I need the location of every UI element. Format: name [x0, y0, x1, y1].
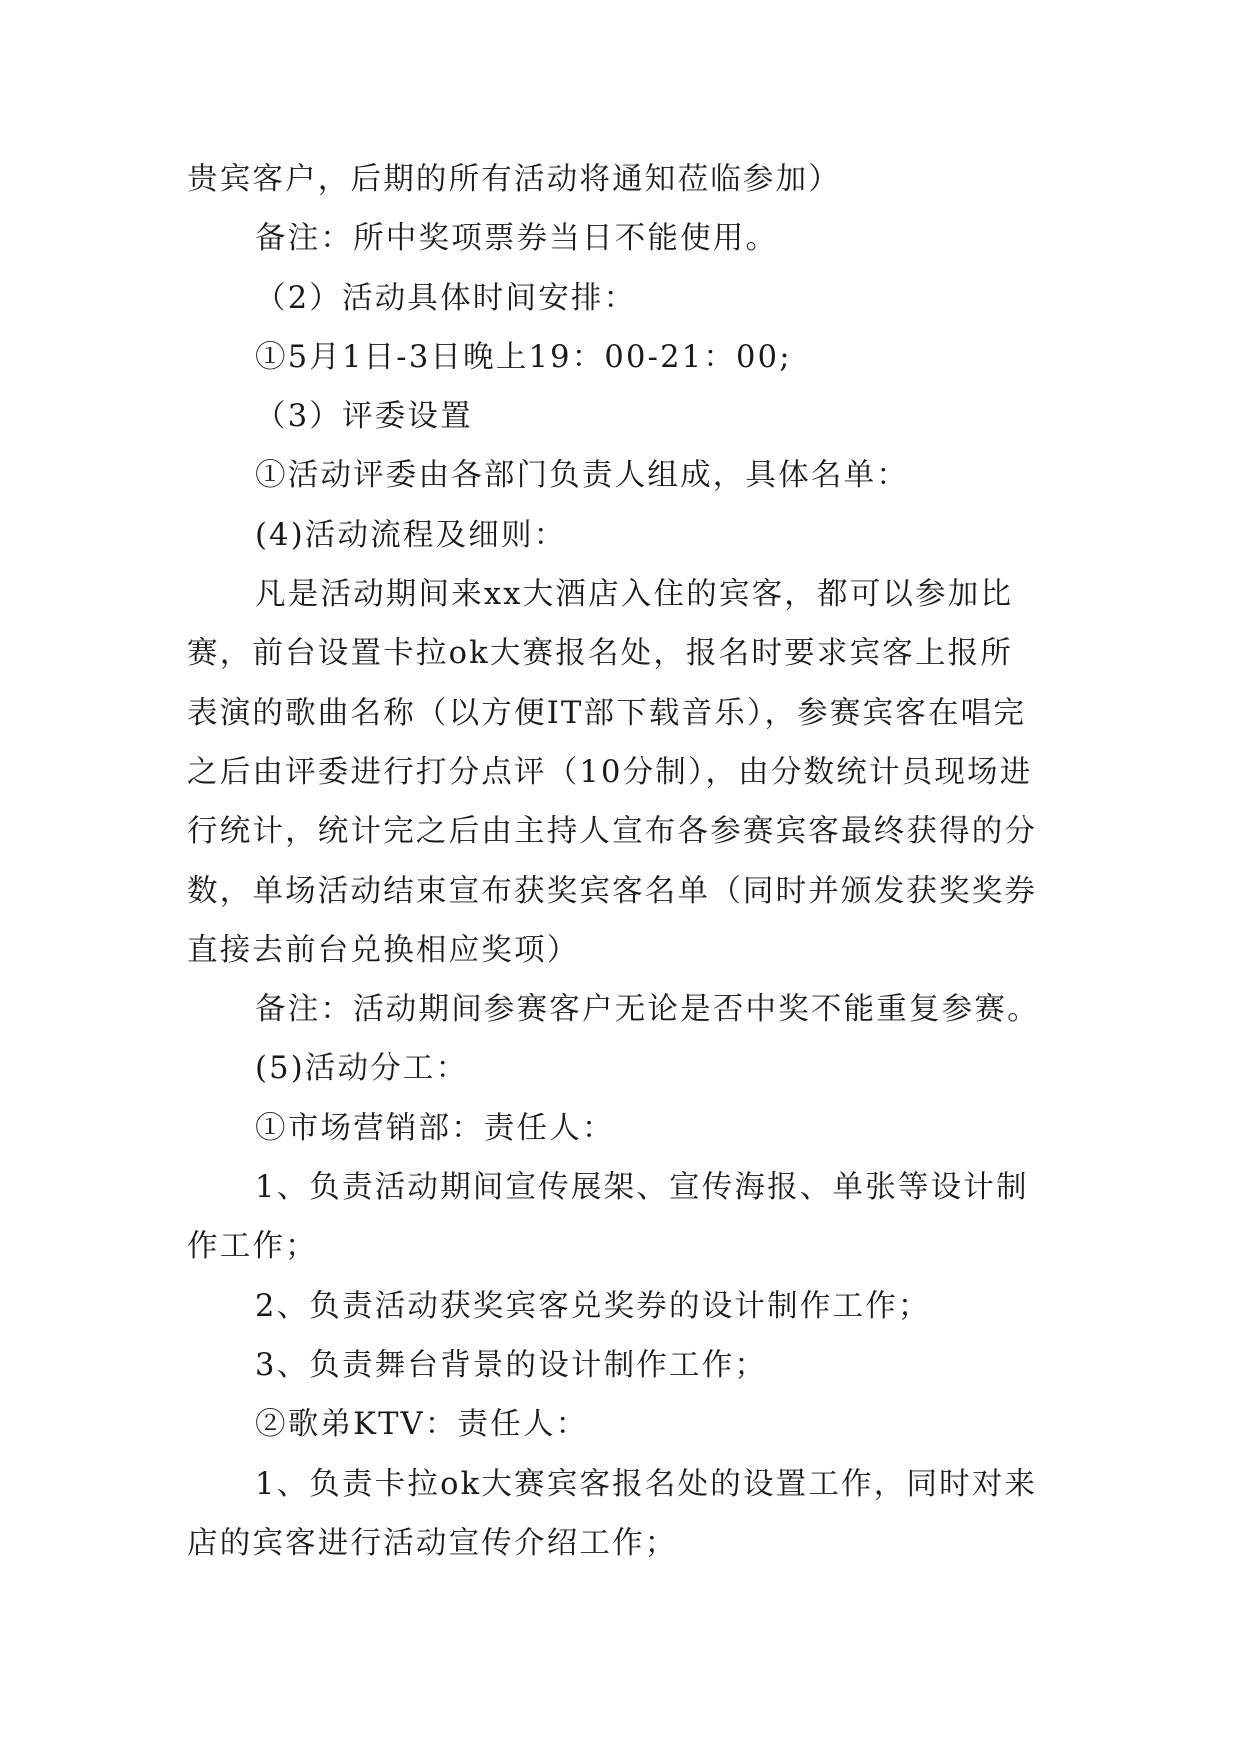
- text-line: （3）评委设置: [255, 399, 473, 435]
- text-line: 赛，前台设置卡拉ok大赛报名处，报名时要求宾客上报所: [187, 636, 1014, 672]
- text-line: ①5月1日-3日晚上19：00-21：00;: [255, 339, 792, 375]
- text-line: 2、负责活动获奖宾客兑奖券的设计制作工作；: [255, 1288, 931, 1324]
- text-line: 备注：所中奖项票券当日不能使用。: [255, 221, 779, 257]
- text-line: 1、负责活动期间宣传展架、宣传海报、单张等设计制: [255, 1170, 1029, 1206]
- text-line: （2）活动具体时间安排：: [255, 280, 637, 316]
- text-line: ①市场营销部：责任人：: [255, 1110, 615, 1146]
- text-line: 行统计，统计完之后由主持人宣布各参赛宾客最终获得的分: [187, 814, 1038, 850]
- document-body: [187, 150, 1057, 1573]
- text-line: 1、负责卡拉ok大赛宾客报名处的设置工作，同时对来: [255, 1466, 1038, 1502]
- text-line: ①活动评委由各部门负责人组成，具体名单：: [255, 458, 909, 494]
- text-line: 数，单场活动结束宣布获奖宾客名单（同时并颁发获奖奖券: [187, 873, 1038, 909]
- text-line: 贵宾客户，后期的所有活动将通知莅临参加）: [187, 162, 841, 197]
- text-line: 凡是活动期间来xx大酒店入住的宾客，都可以参加比: [255, 577, 1014, 613]
- text-line: 作工作；: [187, 1229, 318, 1265]
- text-line: ②歌弟KTV：责任人：: [255, 1407, 589, 1443]
- text-line: 3、负责舞台背景的设计制作工作；: [255, 1347, 768, 1383]
- text-line: 店的宾客进行活动宣传介绍工作；: [187, 1525, 678, 1561]
- text-line: 备注：活动期间参赛客户无论是否中奖不能重复参赛。: [255, 992, 1040, 1028]
- text-line: 直接去前台兑换相应奖项）: [187, 932, 580, 968]
- text-line: 表演的歌曲名称（以方便IT部下载音乐），参赛宾客在唱完: [187, 695, 1027, 731]
- text-line: (5)活动分工：: [255, 1051, 469, 1087]
- text-line: (4)活动流程及细则：: [255, 517, 567, 553]
- text-line: 之后由评委进行打分点评（10分制），由分数统计员现场进: [187, 754, 1033, 790]
